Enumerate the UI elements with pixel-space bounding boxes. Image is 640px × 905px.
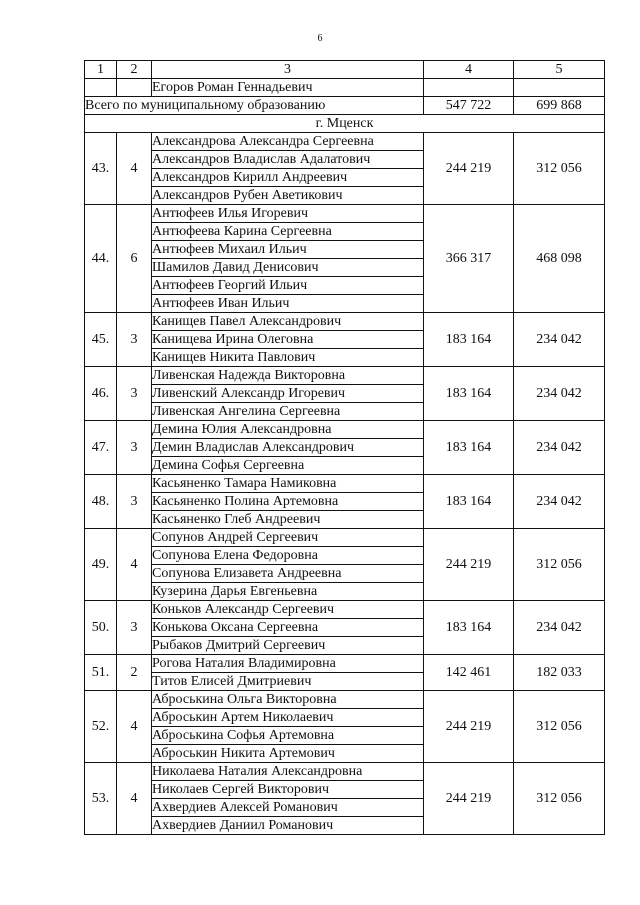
person-name: Ахвердиев Даниил Романович <box>152 817 424 835</box>
table-row <box>85 529 605 547</box>
amount-col-5: 182 033 <box>514 655 605 691</box>
person-name: Канищева Ирина Олеговна <box>152 331 424 349</box>
family-size: 4 <box>117 529 152 601</box>
amount-col-4: 244 219 <box>424 763 514 835</box>
amount-col-5: 312 056 <box>514 763 605 835</box>
person-name: Касьяненко Тамара Намиковна <box>152 475 424 493</box>
person-name: Канищев Павел Александрович <box>152 313 424 331</box>
empty-cell <box>85 79 117 97</box>
total-row <box>85 97 605 115</box>
person-name: Рогова Наталия Владимировна <box>152 655 424 673</box>
table-row <box>85 313 605 331</box>
table-header-row <box>85 61 605 79</box>
family-size: 3 <box>117 475 152 529</box>
row-number: 46. <box>85 367 117 421</box>
table-row <box>85 367 605 385</box>
header-col-4: 4 <box>424 61 514 79</box>
empty-cell <box>514 79 605 97</box>
amount-col-5: 312 056 <box>514 133 605 205</box>
header-col-3: 3 <box>152 61 424 79</box>
amount-col-5: 234 042 <box>514 475 605 529</box>
table-row <box>85 655 605 673</box>
total-amount-4: 547 722 <box>424 97 514 115</box>
person-name: Касьяненко Полина Артемовна <box>152 493 424 511</box>
person-name: Аброськина Ольга Викторовна <box>152 691 424 709</box>
person-name: Антюфеева Карина Сергеевна <box>152 223 424 241</box>
family-size: 4 <box>117 691 152 763</box>
person-name: Сопунова Елизавета Андреевна <box>152 565 424 583</box>
row-number: 51. <box>85 655 117 691</box>
person-name: Демина Софья Сергеевна <box>152 457 424 475</box>
header-col-5: 5 <box>514 61 605 79</box>
family-size: 6 <box>117 205 152 313</box>
city-row <box>85 115 605 133</box>
amount-col-4: 244 219 <box>424 133 514 205</box>
person-name: Демина Юлия Александровна <box>152 421 424 439</box>
person-name: Сопунов Андрей Сергеевич <box>152 529 424 547</box>
amount-col-4: 244 219 <box>424 691 514 763</box>
amount-col-4: 183 164 <box>424 475 514 529</box>
amount-col-4: 366 317 <box>424 205 514 313</box>
person-name: Ливенская Ангелина Сергеевна <box>152 403 424 421</box>
person-name: Ахвердиев Алексей Романович <box>152 799 424 817</box>
amount-col-4: 183 164 <box>424 367 514 421</box>
person-name: Канищев Никита Павлович <box>152 349 424 367</box>
total-amount-5: 699 868 <box>514 97 605 115</box>
table-row <box>85 133 605 151</box>
amount-col-4: 183 164 <box>424 601 514 655</box>
table-row <box>85 601 605 619</box>
person-name: Антюфеев Иван Ильич <box>152 295 424 313</box>
table-row <box>85 205 605 223</box>
person-name: Кузерина Дарья Евгеньевна <box>152 583 424 601</box>
row-number: 44. <box>85 205 117 313</box>
person-name: Ливенская Надежда Викторовна <box>152 367 424 385</box>
family-size: 4 <box>117 133 152 205</box>
person-name: Касьяненко Глеб Андреевич <box>152 511 424 529</box>
amount-col-5: 312 056 <box>514 529 605 601</box>
row-number: 45. <box>85 313 117 367</box>
row-number: 48. <box>85 475 117 529</box>
city-heading: г. Мценск <box>85 115 605 133</box>
amount-col-5: 312 056 <box>514 691 605 763</box>
row-number: 43. <box>85 133 117 205</box>
person-name: Антюфеев Илья Игоревич <box>152 205 424 223</box>
carry-over-row <box>85 79 605 97</box>
amount-col-4: 183 164 <box>424 421 514 475</box>
person-name: Аброськина Софья Артемовна <box>152 727 424 745</box>
person-name: Демин Владислав Александрович <box>152 439 424 457</box>
amount-col-5: 234 042 <box>514 601 605 655</box>
row-number: 53. <box>85 763 117 835</box>
total-label: Всего по муниципальному образованию <box>85 97 424 115</box>
person-name: Коньков Александр Сергеевич <box>152 601 424 619</box>
person-name: Николаева Наталия Александровна <box>152 763 424 781</box>
amount-col-5: 234 042 <box>514 367 605 421</box>
person-name: Антюфеев Георгий Ильич <box>152 277 424 295</box>
person-name: Александрова Александра Сергеевна <box>152 133 424 151</box>
person-name: Конькова Оксана Сергеевна <box>152 619 424 637</box>
amount-col-4: 244 219 <box>424 529 514 601</box>
family-size: 4 <box>117 763 152 835</box>
amount-col-4: 183 164 <box>424 313 514 367</box>
amount-col-5: 234 042 <box>514 421 605 475</box>
family-size: 3 <box>117 421 152 475</box>
empty-cell <box>117 79 152 97</box>
family-size: 2 <box>117 655 152 691</box>
family-size: 3 <box>117 601 152 655</box>
amount-col-4: 142 461 <box>424 655 514 691</box>
person-name: Александров Кирилл Андреевич <box>152 169 424 187</box>
header-col-1: 1 <box>85 61 117 79</box>
table-row <box>85 475 605 493</box>
person-name: Рыбаков Дмитрий Сергеевич <box>152 637 424 655</box>
row-number: 47. <box>85 421 117 475</box>
person-name: Антюфеев Михаил Ильич <box>152 241 424 259</box>
table-row <box>85 763 605 781</box>
person-name: Титов Елисей Дмитриевич <box>152 673 424 691</box>
family-size: 3 <box>117 313 152 367</box>
row-number: 49. <box>85 529 117 601</box>
amount-col-5: 234 042 <box>514 313 605 367</box>
person-name: Александров Рубен Аветикович <box>152 187 424 205</box>
person-name: Шамилов Давид Денисович <box>152 259 424 277</box>
header-col-2: 2 <box>117 61 152 79</box>
person-name: Николаев Сергей Викторович <box>152 781 424 799</box>
table-row <box>85 691 605 709</box>
row-number: 52. <box>85 691 117 763</box>
person-name: Сопунова Елена Федоровна <box>152 547 424 565</box>
page-number: 6 <box>317 33 323 44</box>
person-name: Александров Владислав Адалатович <box>152 151 424 169</box>
person-name: Аброськин Артем Николаевич <box>152 709 424 727</box>
row-number: 50. <box>85 601 117 655</box>
person-name: Ливенский Александр Игоревич <box>152 385 424 403</box>
person-name: Аброськин Никита Артемович <box>152 745 424 763</box>
family-size: 3 <box>117 367 152 421</box>
empty-cell <box>424 79 514 97</box>
beneficiaries-table <box>84 60 605 835</box>
amount-col-5: 468 098 <box>514 205 605 313</box>
table-row <box>85 421 605 439</box>
person-name: Егоров Роман Геннадьевич <box>152 79 424 97</box>
